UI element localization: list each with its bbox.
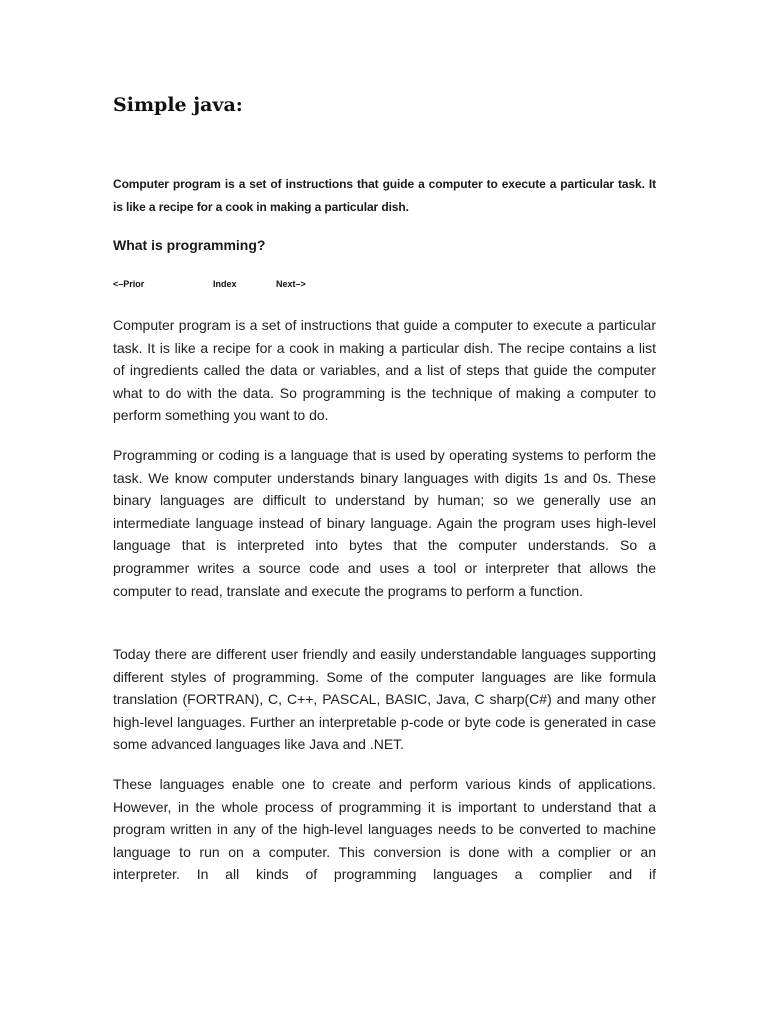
document-summary: Computer program is a set of instructions that guide a computer to execute a particular task. It is like a recipe for a cook in making a particular dish. [113, 177, 656, 214]
paragraph: These languages enable one to create and perform various kinds of applications. However, in the whole process of programming it is important to understand that a program written in any of the high-level languages needs to be converted to machine language to run on a computer. This conversion is done with a complier or an interpreter. In all kinds of programming languages a complier and if [113, 776, 656, 883]
section-heading: What is programming? [113, 237, 266, 253]
next-link[interactable]: Next–> [276, 279, 306, 289]
paragraph: Computer program is a set of instructions that guide a computer to execute a particular task. It is like a recipe for a cook in making a particular dish. The recipe contains a list of ingredients called the data or variables, and a list of steps that guide the computer what to do with the data. So programming is the technique of making a computer to perform something you want to do. [113, 317, 656, 424]
prior-link[interactable]: <–Prior [113, 279, 145, 289]
paragraph: Programming or coding is a language that is used by operating systems to perform the task. We know computer understands binary languages with digits 1s and 0s. These binary languages are difficult to understand by human; so we generally use an intermediate language instead of binary language. Again the program uses high-level language that is interpreted into bytes that the computer understands. So a programmer writes a source code and uses a tool or interpreter that allows the computer to read, translate and execute the programs to perform a function. [113, 447, 656, 599]
paragraph: Today there are different user friendly and easily understandable languages supporting different styles of programming. Some of the computer languages are like formula translation (FORTRAN), C, C++, PASCAL, BASIC, Java, C sharp(C#) and many other high-level languages. Further an interpretable p-code or byte code is generated in case some advanced languages like Java and .NET. [113, 646, 656, 753]
document-title: Simple java: [113, 94, 243, 116]
page-navigation [113, 276, 413, 292]
index-link[interactable]: Index [213, 279, 237, 289]
